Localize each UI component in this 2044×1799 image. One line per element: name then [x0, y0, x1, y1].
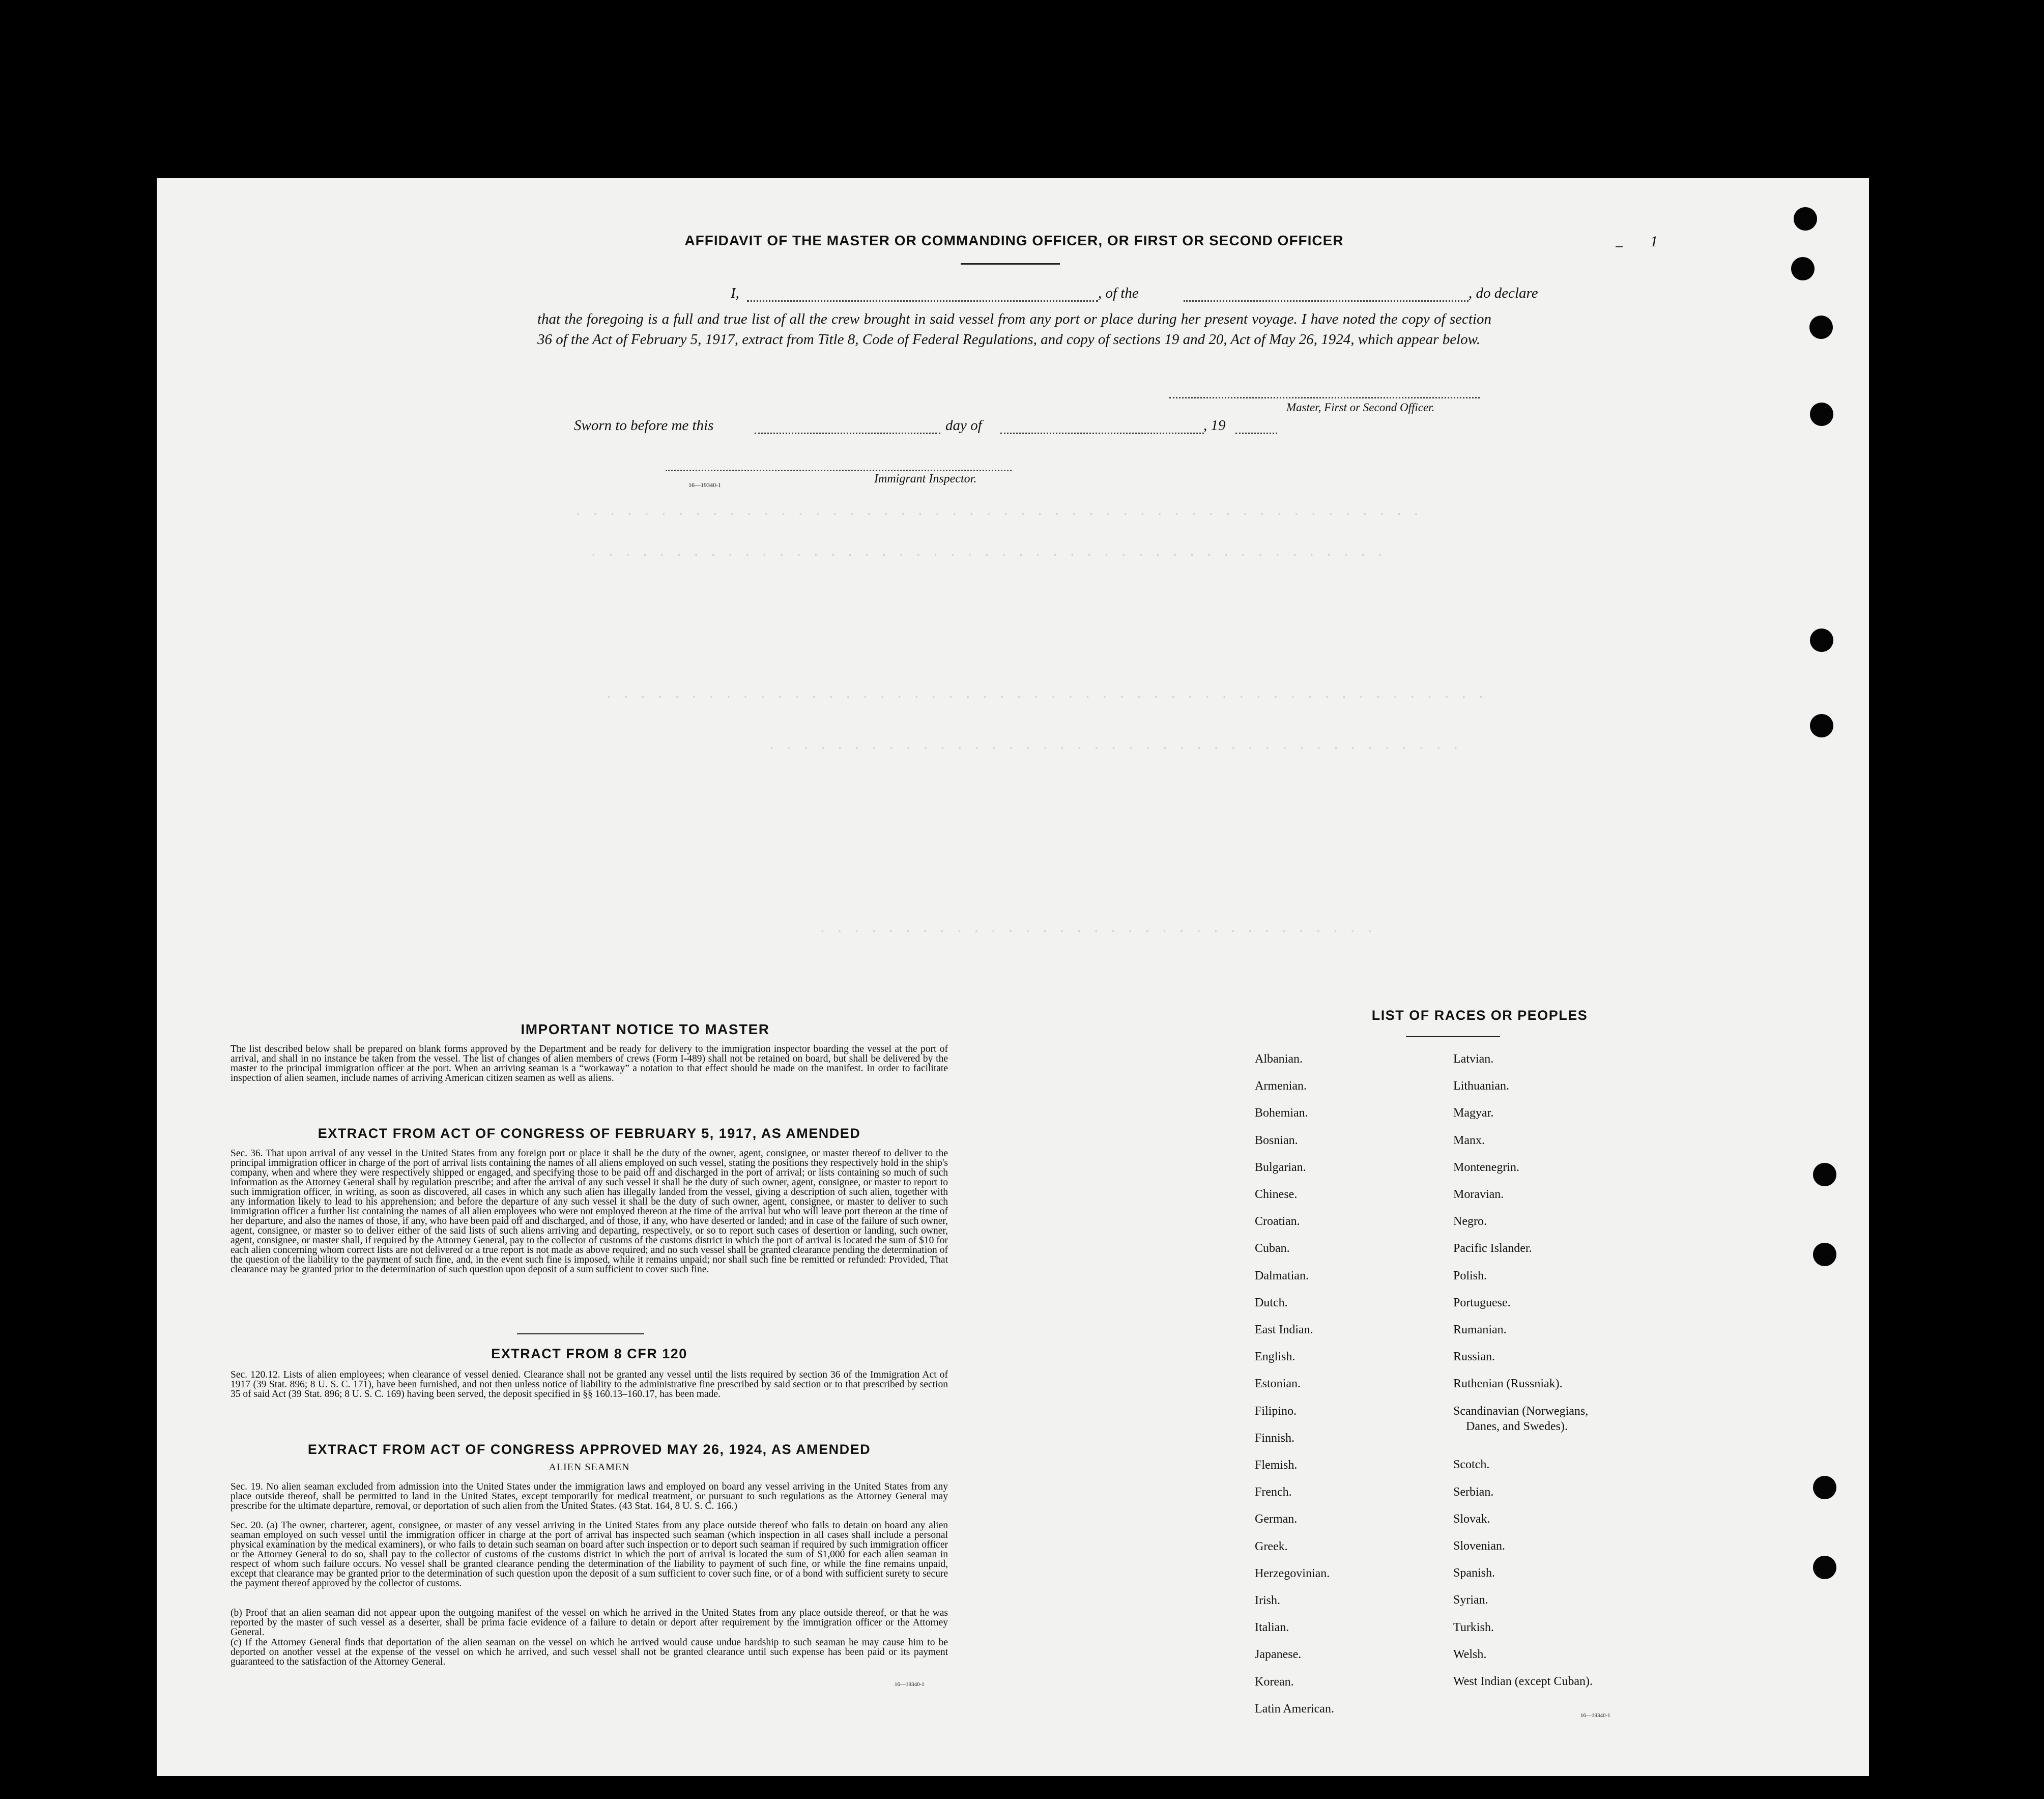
declarant-name-field[interactable] — [747, 300, 1098, 302]
race-item: Italian. — [1255, 1621, 1289, 1635]
extract-1924-sec20: Sec. 20. (a) The owner, charterer, agent, consignee, or master of any vessel arriving in the United States from any place outside thereof who fails to detain on board any alien seaman employed on such vessel until the immigration officer in charge at the port of arrival has inspected such seaman (which inspection in all cases shall include a personal physical examination by the medical examiners), or who fails to detain such seaman on board after such inspection or to deport such seaman if required by such immigration officer or the Attorney General to do so, shall pay to the collector of customs of the customs district in which the port of arrival is located the sum of $1,000 for each alien seaman in respect of whom such failure occurs. No vessel shall be granted clearance pending the determination of the liability to payment of such fine, or while the fine remains unpaid, except that clearance may be granted prior to the determination of such question upon the deposit of a sum sufficient to cover such fine, or of a bond with sufficient surety to secure the payment thereof approved by the collector of customs. — [231, 1520, 948, 1589]
race-item: Armenian. — [1255, 1079, 1307, 1093]
race-item: West Indian (except Cuban). — [1453, 1675, 1593, 1688]
race-item: Filipino. — [1255, 1404, 1297, 1418]
race-item: Ruthenian (Russniak). — [1453, 1377, 1563, 1391]
race-item: Korean. — [1255, 1675, 1294, 1689]
document-page — [157, 178, 1869, 1776]
race-item: Herzegovinian. — [1255, 1566, 1330, 1580]
race-item: Cuban. — [1255, 1242, 1290, 1255]
extract-1924-title: EXTRACT FROM ACT OF CONGRESS APPROVED MAY 26, 1924, AS AMENDED — [307, 1442, 871, 1457]
race-item: Welsh. — [1453, 1647, 1487, 1661]
punch-hole — [1791, 257, 1815, 280]
title-underline — [961, 263, 1060, 265]
sworn-line — [574, 417, 1439, 438]
race-item: Chinese. — [1255, 1188, 1298, 1201]
vessel-name-field[interactable] — [1184, 300, 1469, 302]
race-item: German. — [1255, 1512, 1298, 1526]
race-item: Scandinavian (Norwegians, — [1453, 1404, 1589, 1418]
race-item: Manx. — [1453, 1133, 1485, 1147]
year-label: , 19 — [1203, 417, 1226, 434]
page-number: 1 — [1650, 233, 1658, 250]
race-item: Slovenian. — [1453, 1539, 1505, 1553]
sworn-label: Sworn to before me this — [574, 417, 714, 434]
race-item: Montenegrin. — [1453, 1160, 1519, 1174]
race-item: English. — [1255, 1350, 1296, 1364]
race-item: Spanish. — [1453, 1566, 1495, 1580]
race-item: French. — [1255, 1486, 1292, 1499]
punch-hole — [1813, 1163, 1836, 1186]
notice-title: IMPORTANT NOTICE TO MASTER — [521, 1021, 770, 1037]
race-item: Negro. — [1453, 1215, 1487, 1229]
cfr-title: EXTRACT FROM 8 CFR 120 — [491, 1346, 687, 1361]
race-item: Magyar. — [1453, 1106, 1494, 1120]
race-item: Croatian. — [1255, 1215, 1300, 1229]
punch-hole — [1813, 1556, 1836, 1579]
race-item: Danes, and Swedes). — [1466, 1419, 1568, 1433]
extract-1924-sec19: Sec. 19. No alien seaman excluded from admission into the United States under the immigration laws and employed on board any vessel arriving in the United States from any place outside thereof, shall be permitted to land in the United States, except temporarily for medical treatment, or pursuant to such regulations as the Attorney General may prescribe for the ultimate departure, removal, or deportation of such alien from the United States. (43 Stat. 164, 8 U. S. C. 166.) — [231, 1481, 948, 1511]
race-item: Turkish. — [1453, 1620, 1494, 1634]
sworn-day-field[interactable] — [755, 433, 940, 434]
declaration-line — [537, 285, 1644, 305]
race-item: Lithuanian. — [1453, 1079, 1509, 1093]
extract-1924-sec20c: (c) If the Attorney General finds that deportation of the alien seaman on the vessel on which he arrived would cause undue hardship to such seaman he may cause him to be deported on another vessel at the expense of the vessel on which he arrived, and such vessel shall not be granted clearance until such expense has been paid or its payment guaranteed to the satisfaction of the Attorney General. — [231, 1637, 948, 1667]
sworn-month-field[interactable] — [1000, 433, 1204, 434]
race-item: Flemish. — [1255, 1459, 1298, 1472]
race-item: Latvian. — [1453, 1052, 1494, 1066]
race-item: Bohemian. — [1255, 1106, 1308, 1120]
bleed-through-text: . . . . . . . . . . . . . . . . . . . . . . . . . . . . . . . . . . . . . . . . . . . . . . . . . . . . — [604, 687, 1485, 703]
punch-hole — [1810, 714, 1833, 737]
extract-1924-subtitle: ALIEN SEAMEN — [549, 1462, 630, 1473]
race-item: Latin American. — [1255, 1702, 1334, 1716]
punch-hole — [1794, 207, 1817, 231]
master-signature-label: Master, First or Second Officer. — [1286, 401, 1435, 414]
affidavit-title: AFFIDAVIT OF THE MASTER OR COMMANDING OFFICER, OR FIRST OR SECOND OFFICER — [684, 233, 1344, 248]
race-item: Albanian. — [1255, 1052, 1303, 1066]
inspector-label: Immigrant Inspector. — [874, 472, 977, 486]
race-item: Irish. — [1255, 1594, 1280, 1607]
race-item: Finnish. — [1255, 1431, 1295, 1445]
race-item: Dutch. — [1255, 1296, 1288, 1309]
bleed-through-text: . . . . . . . . . . . . . . . . . . . . . . . . . . . . . . . . . — [818, 921, 1374, 937]
race-item: Japanese. — [1255, 1648, 1302, 1662]
punch-hole — [1809, 316, 1833, 339]
cfr-text: Sec. 120.12. Lists of alien employees; when clearance of vessel denied. Clearance shall not be granted any vessel until the lists required by section 36 of the Immigration Act of 1917 (39 Stat. 896; 8 U. S. C. 171), have been furnished, and not then unless notice of liability to the administrative fine prescribed by said section or to that prescribed by section 35 of said Act (39 Stat. 896; 8 U. S. C. 169) having been served, the deposit specified in §§ 160.13–160.17, has been made. — [231, 1369, 948, 1400]
race-item: Serbian. — [1453, 1485, 1494, 1499]
affidavit-body: that the foregoing is a full and true list of all the crew brought in said vessel from any port or place during her present voyage. I have noted the copy of section 36 of the Act of February 5, 1917, extract from Title 8, Code of Federal Regulations, and copy of sections 19 and 20, Act of May 26, 1924, which appear below. — [537, 311, 1491, 348]
day-of-label: day of — [945, 417, 982, 434]
races-title-underline — [1406, 1036, 1500, 1037]
section-divider — [517, 1333, 644, 1334]
race-item: Slovak. — [1453, 1512, 1490, 1526]
races-title: LIST OF RACES OR PEOPLES — [1371, 1008, 1588, 1023]
race-item: East Indian. — [1255, 1323, 1313, 1336]
bleed-through-text: . . . . . . . . . . . . . . . . . . . . . . . . . . . . . . . . . . . . . . . . . — [767, 738, 1460, 754]
race-item: Bulgarian. — [1255, 1160, 1306, 1174]
inspector-signature-field[interactable] — [666, 470, 1012, 471]
extract-1924-sec20b: (b) Proof that an alien seaman did not appear upon the outgoing manifest of the vessel on which he arrived in the United States from any place outside thereof, or that he was reported by the master of such vessel as a deserter, shall be prima facie evidence of a failure to detain or deport after requirement by the immigration officer or the Attorney General. — [231, 1608, 948, 1638]
race-item: Polish. — [1453, 1269, 1487, 1282]
race-item: Bosnian. — [1255, 1133, 1298, 1147]
race-item: Moravian. — [1453, 1188, 1504, 1201]
race-item: Estonian. — [1255, 1377, 1301, 1391]
punch-hole — [1810, 403, 1833, 426]
race-item: Portuguese. — [1453, 1296, 1511, 1309]
punch-hole — [1813, 1476, 1836, 1499]
sworn-year-field[interactable] — [1235, 433, 1277, 434]
race-item: Rumanian. — [1453, 1323, 1507, 1336]
race-item: Scotch. — [1453, 1458, 1490, 1472]
races-form-number: 16—19340-1 — [1580, 1712, 1610, 1719]
extract-1924-form-number: 16—19340-1 — [895, 1681, 925, 1688]
declare-label: , do declare — [1469, 285, 1538, 301]
punch-hole — [1813, 1243, 1836, 1266]
bleed-through-text: . . . . . . . . . . . . . . . . . . . . . . . . . . . . . . . . . . . . . . . . . . . . . . . . . . — [574, 504, 1421, 520]
race-item: Pacific Islander. — [1453, 1242, 1532, 1255]
master-signature-field[interactable] — [1169, 397, 1480, 398]
vessel-label: , of the — [1098, 285, 1139, 301]
race-item: Greek. — [1255, 1539, 1288, 1553]
race-item: Russian. — [1453, 1350, 1495, 1364]
stray-mark — [1616, 246, 1623, 247]
race-item: Syrian. — [1453, 1593, 1488, 1607]
bleed-through-text: . . . . . . . . . . . . . . . . . . . . . . . . . . . . . . . . . . . . . . . . . . . . . . . — [589, 545, 1385, 560]
declarant-label: I, — [731, 285, 739, 301]
punch-hole — [1810, 629, 1833, 652]
notice-text: The list described below shall be prepared on blank forms approved by the Department and be ready for delivery to the immigration inspector boarding the vessel at the port of arrival, and shall in no instance be taken from the vessel. The list of changes of alien members of crews (Form I-489) shall not be retained on board, but shall be delivered by the master to the principal immigration officer at the port. When an arriving seaman is a “workaway” a notation to that effect should be made on the manifest. In order to facilitate inspection of alien seamen, include names of arriving American citizen seamen as well as aliens. — [231, 1044, 948, 1083]
affidavit-form-number: 16—19340-1 — [688, 481, 721, 489]
extract-1917-text: Sec. 36. That upon arrival of any vessel in the United States from any foreign port or place it shall be the duty of the owner, agent, consignee, or master thereof to deliver to the principal immigration officer in charge of the port of arrival lists containing the names of all aliens employed on such vessel, stating the positions they respectively hold in the ship's company, when and where they were respectively shipped or engaged, and specifying those to be paid off and discharged in the port of arrival; or lists containing so much of such information as the Attorney General shall by regulation prescribe; and after the arrival of any such vessel it shall be the duty of such owner, agent, consignee, or master to report to such immigration officer, in writing, as soon as discovered, all cases in which any such alien has illegally landed from the vessel, giving a description of such alien, together with any information likely to lead to his apprehension; and before the departure of any such vessel it shall be the duty of such owner, agent, consignee, or master to deliver to such immigration officer a further list containing the names of all alien employees who were not employed thereon at the time of the arrival but who will leave port thereon at the time of her departure, and also the names of those, if any, who have been paid off and discharged, and of those, if any, who have deserted or landed; and in case of the failure of such owner, agent, consignee, or master so to deliver either of the said lists of such aliens arriving and departing, respectively, or so to report such cases of desertion or landing, such owner, agent, consignee, or master shall, if required by the Attorney General, pay to the collector of customs of the customs district in which the port of arrival is located the sum of $10 for each alien concerning whom correct lists are not delivered or a true report is not made as above required; and no such vessel shall be granted clearance pending the determination of the question of the liability to the payment of such fine, and, in the event such fine is imposed, while it remains unpaid; nor shall such fine be remitted or refunded: Provided, That clearance may be granted prior to the determination of such question upon deposit of a sum sufficient to cover such fine. — [231, 1148, 948, 1275]
race-item: Dalmatian. — [1255, 1269, 1309, 1282]
extract-1917-title: EXTRACT FROM ACT OF CONGRESS OF FEBRUARY 5, 1917, AS AMENDED — [318, 1126, 861, 1141]
